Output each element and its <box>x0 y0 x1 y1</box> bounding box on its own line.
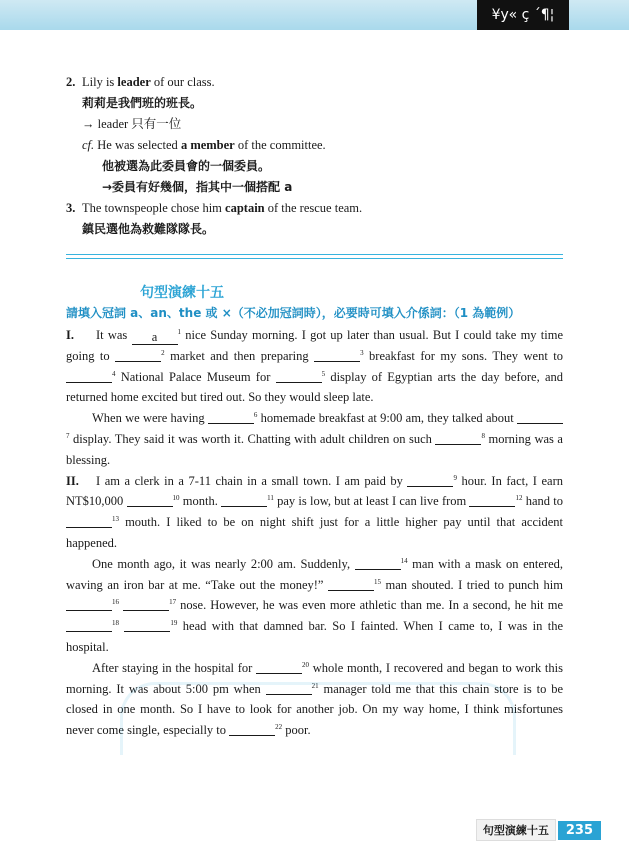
example-sentence: 3. The townspeople chose him captain of the rescue team. <box>66 201 363 215</box>
answer-blank[interactable] <box>115 348 161 362</box>
paragraph: After staying in the hospital for $^{20}$ whole month, I recovered and began to work this morning. It was about 5:00 pm when $^{21}$ manager told me that this chain store is to be closed in one month. So I have to look for another job. On my way home, I think misfortunes never come single, especially to $^{22}$ poor. <box>66 660 563 738</box>
watermark <box>120 682 516 755</box>
page-number: 235 <box>558 821 601 840</box>
paragraph: I. It was a $^1$ nice Sunday morning. I got up later than usual. But I could take my time going to $^2$ market and then preparing $^3$ breakfast for my sons. They went to $^4$ National Palace Museum for $^5$ display of Egyptian arts the day before, and returned home excited but tired out. So they would sleep late. <box>66 327 564 405</box>
header-tab: ¥y« ç ´¶¦ <box>477 0 569 30</box>
page-footer <box>476 820 601 840</box>
answer-blank[interactable] <box>221 493 267 507</box>
example-sentence: cf. He was selected a member of the committee. <box>82 138 326 152</box>
example-note: →委員有好幾個，指其中一個搭配 a <box>102 180 293 194</box>
example-translation: 鎮民選他為救難隊隊長。 <box>82 222 215 236</box>
answer-blank[interactable] <box>66 369 112 383</box>
answer-blank[interactable] <box>66 514 112 528</box>
footer-label: 句型演練十五 <box>476 819 556 841</box>
answer-blank[interactable] <box>469 493 515 507</box>
divider <box>66 254 563 255</box>
answer-blank[interactable] <box>66 597 112 611</box>
instructions: 請填入冠詞 a、an、the 或 ×（不必加冠詞時），必要時可填入介係詞：（1 為範例） <box>66 306 521 320</box>
answer-blank[interactable] <box>328 577 374 591</box>
paragraph: II. I am a clerk in a 7-11 chain in a small town. I am paid by $^9$ hour. In fact, I earn NT$10,000 $^{10}$ month. $^{11}$ pay is low, but at least I can live from $^{12}$ hand to $^{13}$ mouth. I liked to be on night shift just for a little higher pay until that accident happened. <box>66 473 563 550</box>
answer-blank[interactable] <box>66 618 112 632</box>
answer-blank[interactable] <box>124 618 170 632</box>
section-title: 句型演練十五 <box>140 285 224 301</box>
answer-blank[interactable] <box>123 597 169 611</box>
example-block <box>66 72 566 240</box>
divider <box>66 258 563 259</box>
answer-blank[interactable] <box>407 473 453 487</box>
answer-blank[interactable] <box>256 660 302 674</box>
example-translation: 他被選為此委員會的一個委員。 <box>102 159 271 173</box>
example-note: → leader 只有一位 <box>82 117 182 131</box>
answer-blank[interactable] <box>517 410 563 424</box>
paragraph: One month ago, it was nearly 2:00 am. Suddenly, $^{14}$ man with a mask on entered, waving an iron bar at me. “Take out the money!” $^{15}$ man shouted. I tried to punch him $^{16}$ $^{17}$ nose. However, he was even more athletic than me. In a second, he hit me $^{18}$ $^{19}$ head with that damned bar. So I fainted. When I came to, I was in the hospital. <box>66 556 564 654</box>
answer-blank[interactable] <box>276 369 322 383</box>
exercise-body <box>66 325 563 741</box>
answer-blank[interactable] <box>314 348 360 362</box>
answer-blank[interactable] <box>355 556 401 570</box>
example-sentence: 2. Lily is leader of our class. <box>66 75 215 89</box>
paragraph: When we were having $^6$ homemade breakfast at 9:00 am, they talked about $^7$ display. They said it was worth it. Chatting with adult children on such $^8$ morning was a blessing. <box>66 411 563 467</box>
answer-blank[interactable] <box>208 410 254 424</box>
answer-blank[interactable]: a <box>132 331 178 345</box>
answer-blank[interactable] <box>435 431 481 445</box>
example-translation: 莉莉是我們班的班長。 <box>82 96 203 110</box>
header-bar <box>0 0 629 30</box>
answer-blank[interactable] <box>127 493 173 507</box>
